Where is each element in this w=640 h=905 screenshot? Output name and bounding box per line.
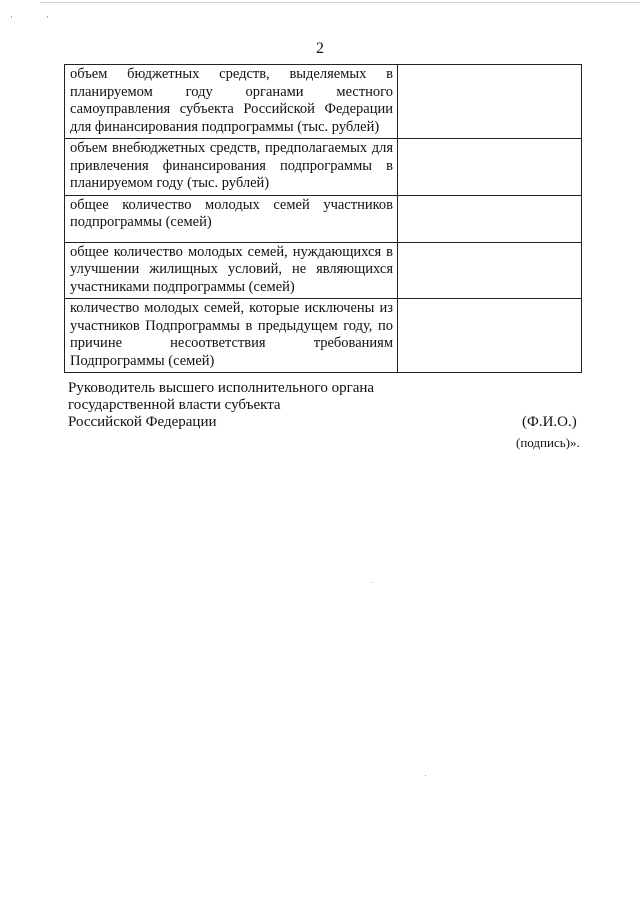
row-label: объем бюджетных средств, выделяемых в планируемом году органами местного самоуправления субъекта Российской Федерации для финансирования подпрограммы (тыс. рублей) bbox=[70, 66, 393, 135]
row-label: объем внебюджетных средств, предполагаемых для привлечения финансирования подпрограммы в планируемом году (тыс. рублей) bbox=[70, 140, 393, 191]
row-label-cell bbox=[65, 195, 398, 242]
scan-artifact: · bbox=[46, 12, 49, 22]
page-number: 2 bbox=[316, 40, 324, 57]
indicators-table bbox=[64, 64, 582, 373]
scan-artifact bbox=[372, 582, 373, 583]
fio-placeholder: (Ф.И.О.) bbox=[522, 414, 577, 430]
signatory-title-line: государственной власти субъекта bbox=[68, 397, 281, 413]
row-label: общее количество молодых семей участников подпрограммы (семей) bbox=[70, 196, 393, 230]
row-value-cell bbox=[398, 65, 582, 139]
row-label-cell bbox=[65, 299, 398, 373]
scan-artifact: · bbox=[10, 12, 13, 22]
row-label-cell bbox=[65, 65, 398, 139]
table-row bbox=[65, 242, 582, 299]
row-value-cell bbox=[398, 195, 582, 242]
table-row bbox=[65, 139, 582, 196]
table-row bbox=[65, 65, 582, 139]
row-label-cell bbox=[65, 139, 398, 196]
row-label: общее количество молодых семей, нуждающихся в улучшении жилищных условий, не являющихся участниками подпрограммы (семей) bbox=[70, 243, 393, 295]
table-row bbox=[65, 195, 582, 242]
row-value-cell bbox=[398, 242, 582, 299]
scan-artifact bbox=[425, 775, 426, 776]
row-label-cell bbox=[65, 242, 398, 299]
signature-block bbox=[68, 380, 588, 431]
scan-top-edge bbox=[40, 2, 640, 3]
table-row bbox=[65, 299, 582, 373]
signatory-title-line: Российской Федерации bbox=[68, 414, 217, 430]
row-label: количество молодых семей, которые исключены из участников Подпрограммы в предыдущем году, по причине несоответствия требованиям Подпрограммы (семей) bbox=[70, 300, 393, 369]
signature-placeholder: (подпись)». bbox=[516, 435, 580, 450]
row-value-cell bbox=[398, 299, 582, 373]
signatory-title-line: Руководитель высшего исполнительного органа bbox=[68, 380, 375, 396]
row-value-cell bbox=[398, 139, 582, 196]
